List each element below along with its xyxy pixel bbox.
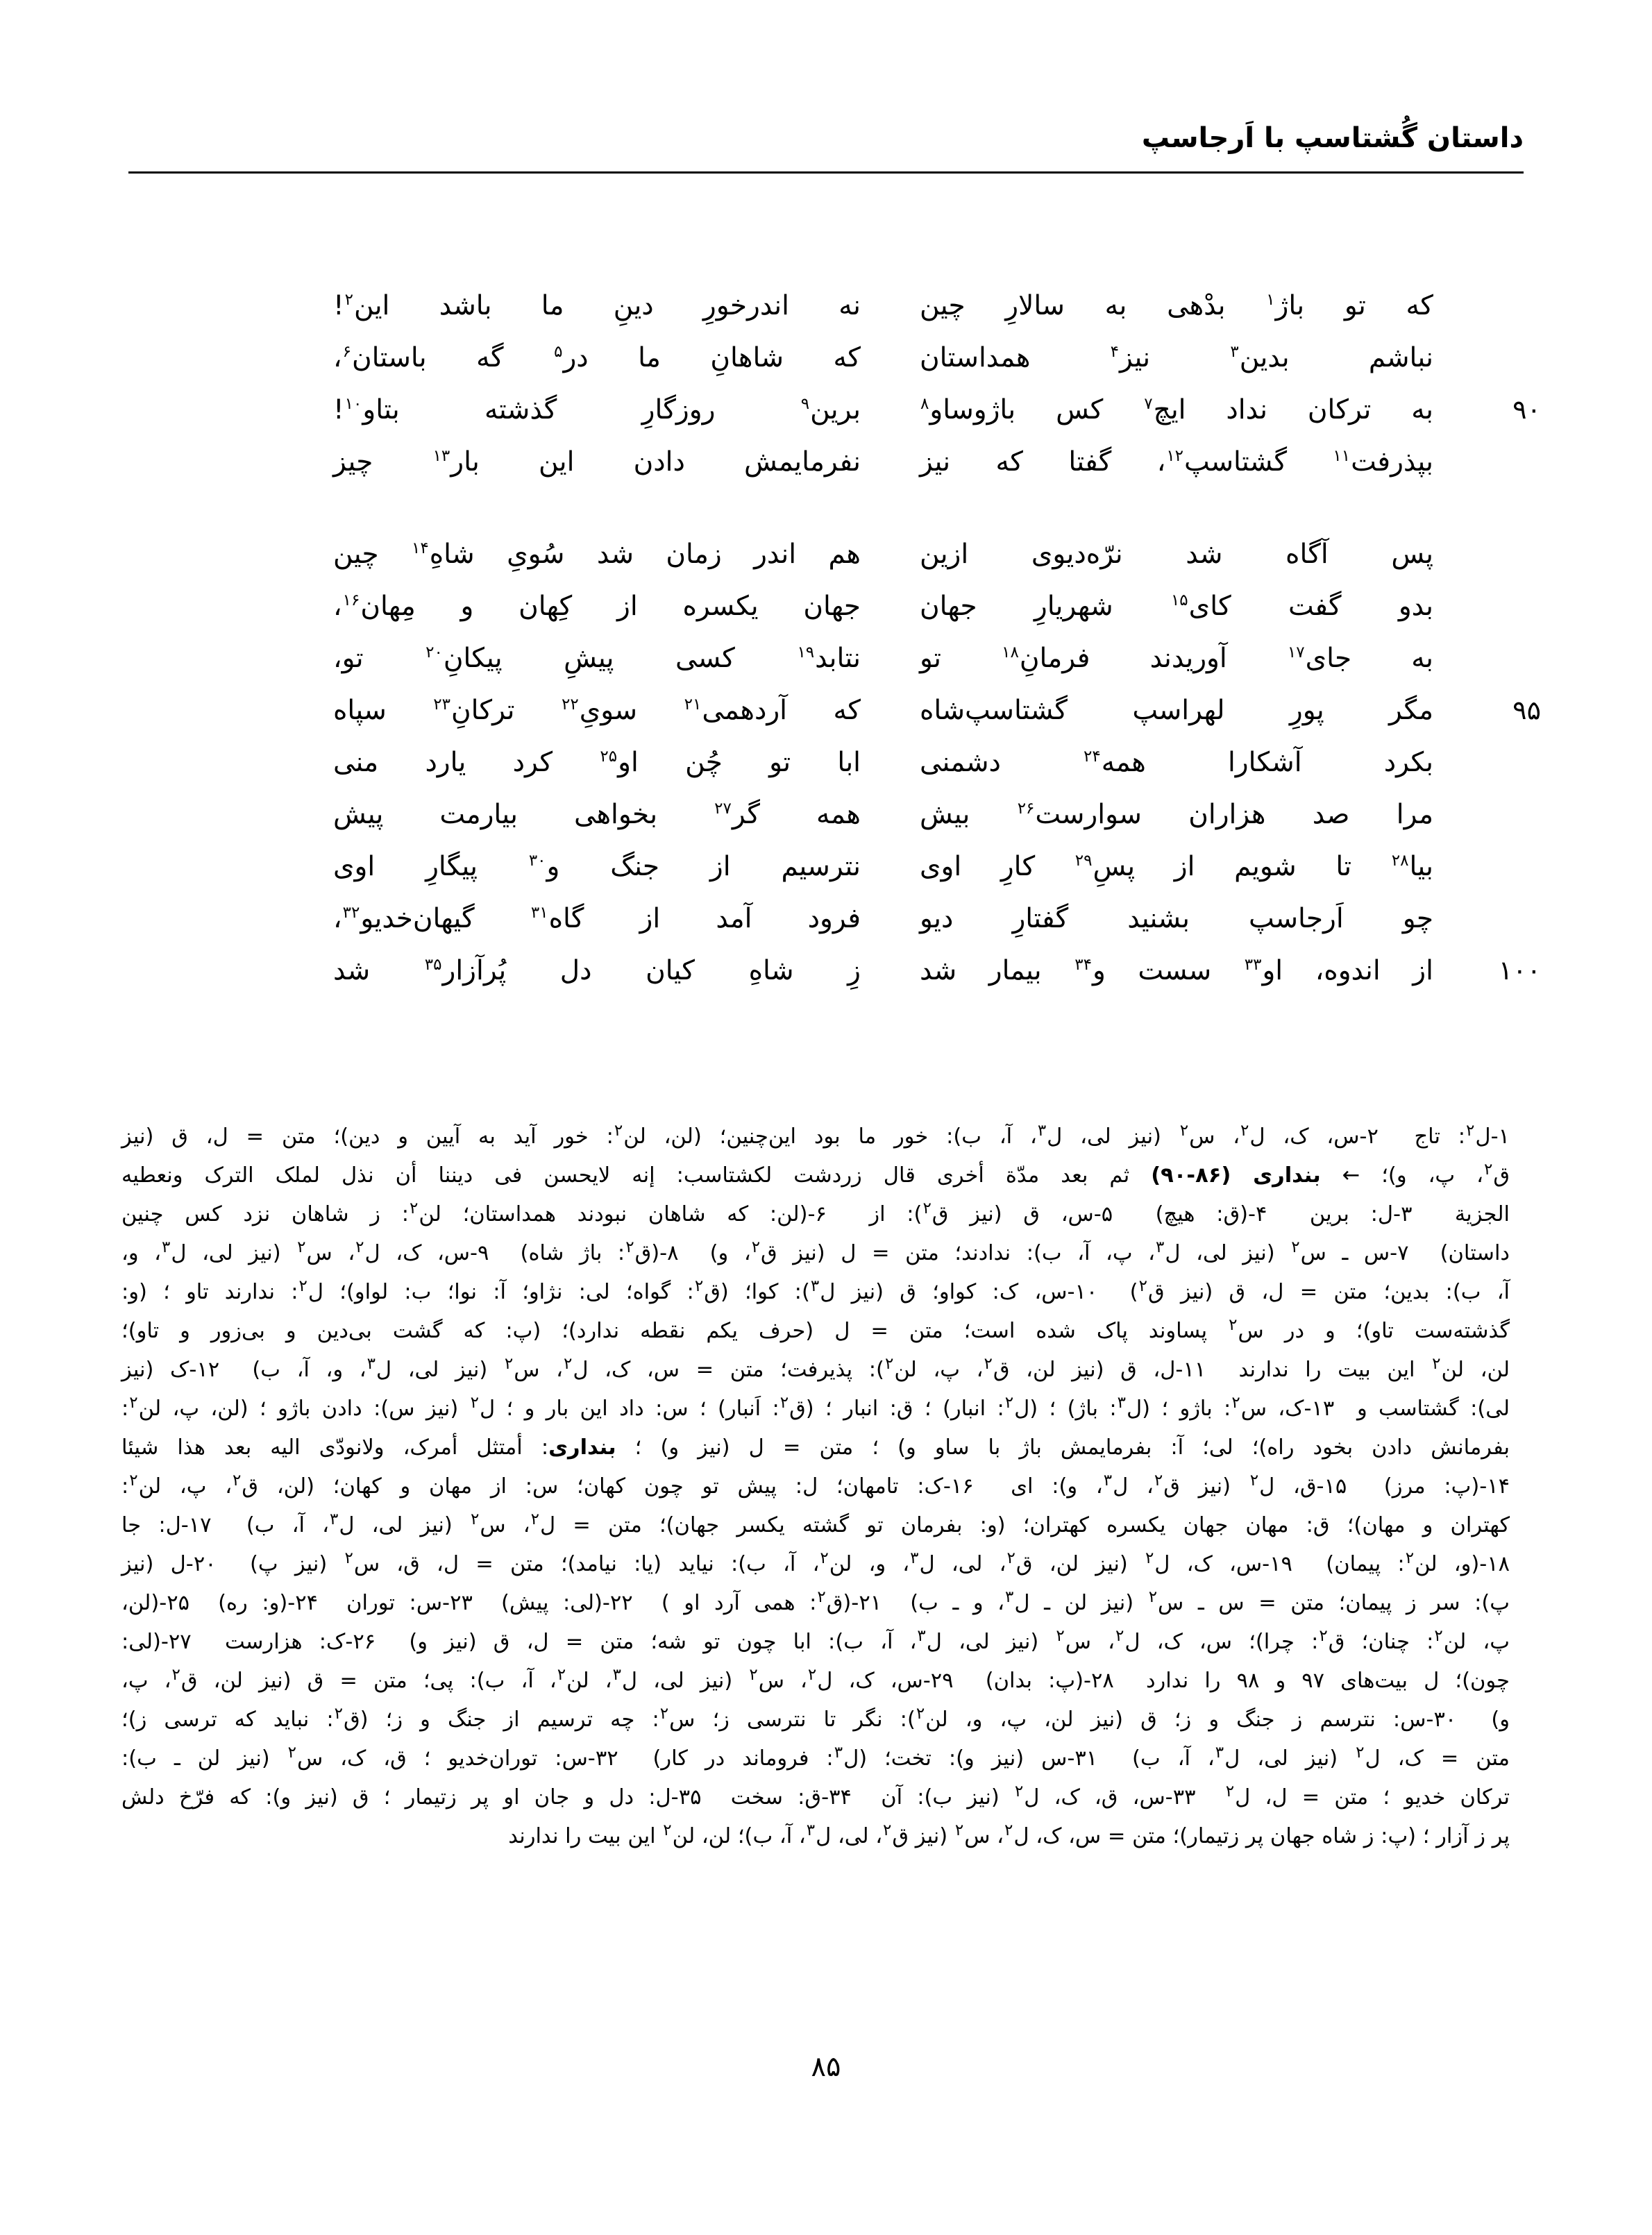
page-number: ۸۵ (811, 2051, 841, 2083)
verse-line (111, 901, 1541, 953)
verse-block (111, 288, 1541, 496)
hemistich-second: برین$^۹$ روزگارِ گذشته بتاو$^{۱۰}$! (333, 394, 861, 425)
hemistich-second: نه اندرخورِ دینِ ما باشد این$^۲$! (333, 290, 861, 321)
apparatus-line: ق$^۲$، پ، و)؛ ← بنداری (۸۶-۹۰) ثم بعد مدّة أخری قال زردشت لکشتاسب: إنه لایحسن فی دیننا أن نذل لملک الترک ونعطیه (121, 1160, 1510, 1188)
apparatus-line: لن، لن$^۲$ این بیت را ندارند ۱۱-ل، ق (نیز لن، ق$^۲$، پ، لن$^۲$): پذیرفت؛ متن = س، ک، ل$^۲$، س$^۲$ (نیز لی، ل$^۳$، و، آ، ب) ۱۲-ک (نیز (121, 1354, 1510, 1382)
apparatus-line: چون)؛ ل بیت‌های ۹۷ و ۹۸ را ندارد ۲۸-(پ: بدان) ۲۹-س، ک، ل$^۲$، س$^۲$ (نیز لی، ل$^۳$، لن$^۲$، آ، ب): پی؛ متن = ق (نیز لن، ق$^۲$، پ، (121, 1665, 1510, 1693)
hemistich-first: که تو باژ$^۱$ بدْهی به سالارِ چین (920, 290, 1434, 321)
verse-line (111, 340, 1541, 392)
hemistich-first: بیا$^{۲۸}$ تا شویم از پسِ$^{۲۹}$ کارِ اوی (920, 851, 1433, 882)
hemistich-second: نترسیم از جنگ و$^{۳۰}$ پیگارِ اوی (333, 851, 861, 882)
critical-apparatus (121, 1118, 1510, 1856)
hemistich-first: به جای$^{۱۷}$ آوریدند فرمانِ$^{۱۸}$ تو (920, 643, 1433, 674)
apparatus-line: ۱۴-(پ: مرز) ۱۵-ق، ل$^۲$ (نیز ق$^۲$، ل$^۳$، و): ای ۱۶-ک: تامهان؛ ل: پیش تو چون کهان؛ س: از مهان و کهان؛ (لن، ق$^۲$، پ، لن$^۲$: (121, 1471, 1510, 1499)
verse-line (111, 288, 1541, 340)
apparatus-line: متن = ک، ل$^۲$ (نیز لی، ل$^۳$، آ، ب) ۳۱-س (نیز و): تخت؛ (ل$^۳$: فروماند در کار) ۳۲-س: توران‌خدیو ؛ ق، ک، س$^۲$ (نیز لن ـ ب): (121, 1743, 1510, 1771)
apparatus-line: پ، لن$^۲$: چنان؛ ق$^۲$: چرا)؛ س، ک، ل$^۲$، س$^۲$ (نیز لی، ل$^۳$، آ، ب): ابا چون تو شه؛ متن = ل، ق (نیز و) ۲۶-ک: هزارست ۲۷-(لی: (121, 1626, 1510, 1654)
apparatus-line: ترکان خدیو ؛ متن = ل، ل$^۲$ ۳۳-س، ق، ک، ل$^۲$ (نیز ب): آن ۳۴-ق: سخت ۳۵-ل: دل و جان او پر زتیمار ؛ ق (نیز و): که فرّخ دلش (121, 1782, 1510, 1810)
verse-line (111, 392, 1541, 444)
apparatus-line: و) ۳۰-س: نترسم ز جنگ و ز؛ ق (نیز لن، پ، و، لن$^۲$): نگر تا نترسی ز؛ س$^۲$: چه ترسیم از جنگ و ز؛ (ق$^۲$: نباید که ترسی ز)؛ (121, 1704, 1510, 1732)
apparatus-line: گذشته‌ست تاو)؛ و در س$^۲$ پساوند پاک شده است؛ متن = ل (حرف یکم نقطه ندارد)؛ (پ: که گشت بی‌دین و بی‌زور و تاو)؛ (121, 1315, 1510, 1343)
hemistich-first: مرا صد هزاران سوارست$^{۲۶}$ بیش (920, 799, 1433, 830)
hemistich-second: نفرمایمش دادن این بار$^{۱۳}$ چیز (333, 446, 861, 478)
apparatus-line: ۱۸-(و، لن$^۲$: پیمان) ۱۹-س، ک، ل$^۲$ (نیز لن، ق$^۲$، لی، ل$^۳$، و، لن$^۲$، آ، ب): نیاید (یا: نیامد)؛ متن = ل، ق، س$^۲$ (نیز پ) ۲۰-ل (نیز (121, 1549, 1510, 1576)
apparatus-line: پ): سر ز پیمان؛ متن = س ـ س$^۲$ (نیز لن ـ ل$^۳$، و ـ ب) ۲۱-(ق$^۲$: همی آرد او ) ۲۲-(لی: پیش) ۲۳-س: توران ۲۴-(و: ره) ۲۵-(لن، (121, 1587, 1510, 1615)
verse-line-number: ۹۰ (1512, 394, 1541, 425)
hemistich-second: ابا تو چُن او$^{۲۵}$ کرد یارد منی (333, 747, 861, 778)
hemistich-first: پس آگاه شد نرّه‌دیوی ازین (920, 539, 1433, 570)
verse-line (111, 849, 1541, 901)
verse-line (111, 537, 1541, 589)
hemistich-first: بپذرفت$^{۱۱}$ گشتاسپ$^{۱۲}$، گفتا که نیز (920, 446, 1433, 478)
hemistich-second: جهان یکسره از کِهان و مِهان$^{۱۶}$، (333, 591, 861, 622)
verse-line-number: ۱۰۰ (1498, 955, 1541, 986)
verse-line (111, 693, 1541, 745)
verse-line (111, 745, 1541, 797)
hemistich-second: که شاهانِ ما در$^۵$ گه باستان$^۶$، (333, 342, 861, 373)
apparatus-line: الجزیة ۳-ل: برین ۴-(ق: هیچ) ۵-س، ق (نیز ق$^۲$): از ۶-(لن: که شاهان نبودند همداستان؛ لن$^۲$: ز شاهان نزد کس چنین (121, 1199, 1510, 1226)
hemistich-second: فرود آمد از گاه$^{۳۱}$ گیهان‌خدیو$^{۳۲}$، (333, 903, 861, 934)
apparatus-line: آ، ب): بدین؛ متن = ل، ق (نیز ق$^۲$) ۱۰-س، ک: کواو؛ ق (نیز ل$^۳$): کوا؛ (ق$^۲$: گواه؛ لی: نژاو؛ آ: نوا؛ ب: لواو)؛ ل$^۲$: ندارند تاو ؛ (و: (121, 1276, 1510, 1304)
apparatus-line: بفرمانش دادن بخود راه)؛ لی؛ آ: بفرمایمش باژ با ساو و) ؛ متن = ل (نیز و) ؛ بنداری: أمتثل أمرک، ولانودّی الیه بعد هذا شیئا (121, 1435, 1510, 1460)
hemistich-first: چو اَرجاسپ بشنید گفتارِ دیو (920, 903, 1433, 934)
hemistich-second: که آردهمی$^{۲۱}$ سویِ$^{۲۲}$ ترکانِ$^{۲۳}$ سپاه (333, 695, 861, 726)
verse-area (111, 288, 1541, 1005)
verse-block (111, 537, 1541, 1005)
hemistich-first: به ترکان نداد ایچ$^۷$ کس باژوساو$^۸$ (920, 394, 1433, 425)
verse-line (111, 797, 1541, 849)
hemistich-first: نباشم بدین$^۳$ نیز$^۴$ همداستان (920, 342, 1433, 373)
apparatus-line: کهتران و مهان)؛ ق: مهان جهان یکسره کهتران؛ (و: بفرمان تو گشته یکسر جهان)؛ متن = ل$^۲$، س$^۲$ (نیز لی، ل$^۳$، آ، ب) ۱۷-ل: جا (121, 1510, 1510, 1537)
hemistich-first: بدو گفت کای$^{۱۵}$ شهریارِ جهان (920, 591, 1433, 622)
hemistich-first: از اندوه، او$^{۳۳}$ سست و$^{۳۴}$ بیمار شد (920, 955, 1433, 986)
verse-line (111, 641, 1541, 693)
hemistich-first: بکرد آشکارا همه$^{۲۴}$ دشمنی (920, 747, 1434, 778)
header-divider (128, 171, 1524, 174)
verse-line-number: ۹۵ (1512, 695, 1541, 725)
hemistich-first: مگر پورِ لهراسپ گشتاسپ‌شاه (920, 695, 1433, 726)
apparatus-line: لی): گشتاسب و ۱۳-ک، س$^۲$: باژو ؛ (ل$^۳$: باژ) ؛ (ل$^۲$: انبار) ؛ ق: انبار ؛ (ق$^۲$: اَنبار) ؛ س: داد این بار و ؛ ل$^۲$ (نیز س): دادن باژو ؛ (لن، پ، لن$^۲$: (121, 1393, 1510, 1421)
hemistich-second: همه گر$^{۲۷}$ بخواهی بیارمت پیش (333, 799, 861, 830)
apparatus-line: داستان) ۷-س ـ س$^۲$ (نیز لی، ل$^۳$، پ، آ، ب): ندادند؛ متن = ل (نیز ق$^۲$، و) ۸-(ق$^۲$: باژ شاه) ۹-س، ک، ل$^۲$، س$^۲$ (نیز لی، ل$^۳$، و، (121, 1238, 1510, 1265)
apparatus-line: پر ز آزار ؛ (پ: ز شاه جهان پر زتیمار)؛ متن = س، ک، ل$^۲$، س$^۲$ (نیز ق$^۲$، لی، ل$^۳$، آ، ب)؛ لن، لن$^۲$ این بیت را ندارند (508, 1821, 1510, 1848)
hemistich-second: هم اندر زمان شد سُویِ شاهِ$^{۱۴}$ چین (333, 539, 861, 570)
hemistich-second: زِ شاهِ کیان دل پُرآزار$^{۳۵}$ شد (333, 955, 861, 986)
page-title: داستان گُشتاسپ با اَرجاسپ (1141, 122, 1524, 154)
running-header (128, 121, 1524, 176)
verse-line (111, 444, 1541, 496)
verse-line (111, 953, 1541, 1005)
verse-line (111, 589, 1541, 641)
hemistich-second: نتابد$^{۱۹}$ کسی پیشِ پیکانِ$^{۲۰}$ تو، (333, 643, 861, 674)
apparatus-line: ۱-ل$^۲$: تاج ۲-س، ک، ل$^۲$، س$^۲$ (نیز لی، ل$^۳$، آ، ب): خور ما بود این‌چنین؛ (لن، لن$^۲$: خور آید به آیین و دین)؛ متن = ل، ق (نیز (121, 1121, 1510, 1149)
